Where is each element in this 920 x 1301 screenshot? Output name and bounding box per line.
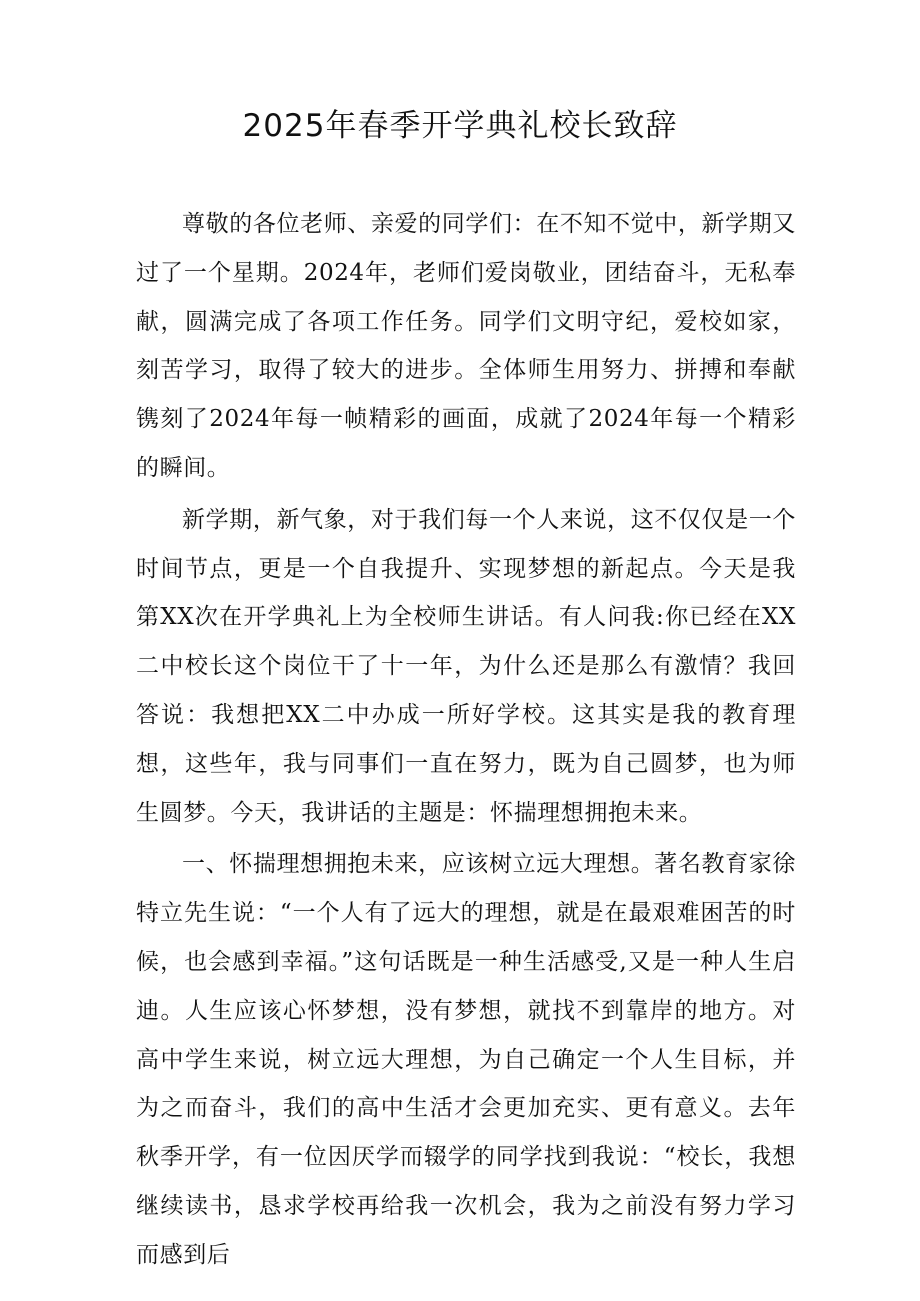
document-body xyxy=(136,200,796,1283)
paragraph-greeting: 尊敬的各位老师、亲爱的同学们：在不知不觉中，新学期又过了一个星期。2024年，老师们爱岗敬业，团结奋斗，无私奉献，圆满完成了各项工作任务。同学们文明守纪，爱校如家，刻苦学习，取得了较大的进步。全体师生用努力、拼搏和奉献镌刻了2024年每一帧精彩的画面，成就了2024年每一个精彩的瞬间。 xyxy=(136,211,796,481)
paragraph-new-semester: 新学期，新气象，对于我们每一个人来说，这不仅仅是一个时间节点，更是一个自我提升、实现梦想的新起点。今天是我第XX次在开学典礼上为全校师生讲话。有人问我:你已经在XX二中校长这个岗位干了十一年，为什么还是那么有激情？我回答说：我想把XX二中办成一所好学校。这其实是我的教育理想，这些年，我与同事们一直在努力，既为自己圆梦，也为师生圆梦。今天，我讲话的主题是：怀揣理想拥抱未来。 xyxy=(136,506,796,826)
paragraph-ideals: 一、怀揣理想拥抱未来，应该树立远大理想。著名教育家徐特立先生说：“一个人有了远大的理想，就是在最艰难困苦的时候，也会感到幸福。”这句话既是一种生活感受,又是一种人生启迪。人生应该心怀梦想，没有梦想，就找不到靠岸的地方。对高中学生来说，树立远大理想，为自己确定一个人生目标，并为之而奋斗，我们的高中生活才会更加充实、更有意义。去年秋季开学，有一位因厌学而辍学的同学找到我说：“校长，我想继续读书，恳求学校再给我一次机会，我为之前没有努力学习而感到后 xyxy=(136,851,796,1268)
document-title: 2025年春季开学典礼校长致辞 xyxy=(242,108,678,144)
